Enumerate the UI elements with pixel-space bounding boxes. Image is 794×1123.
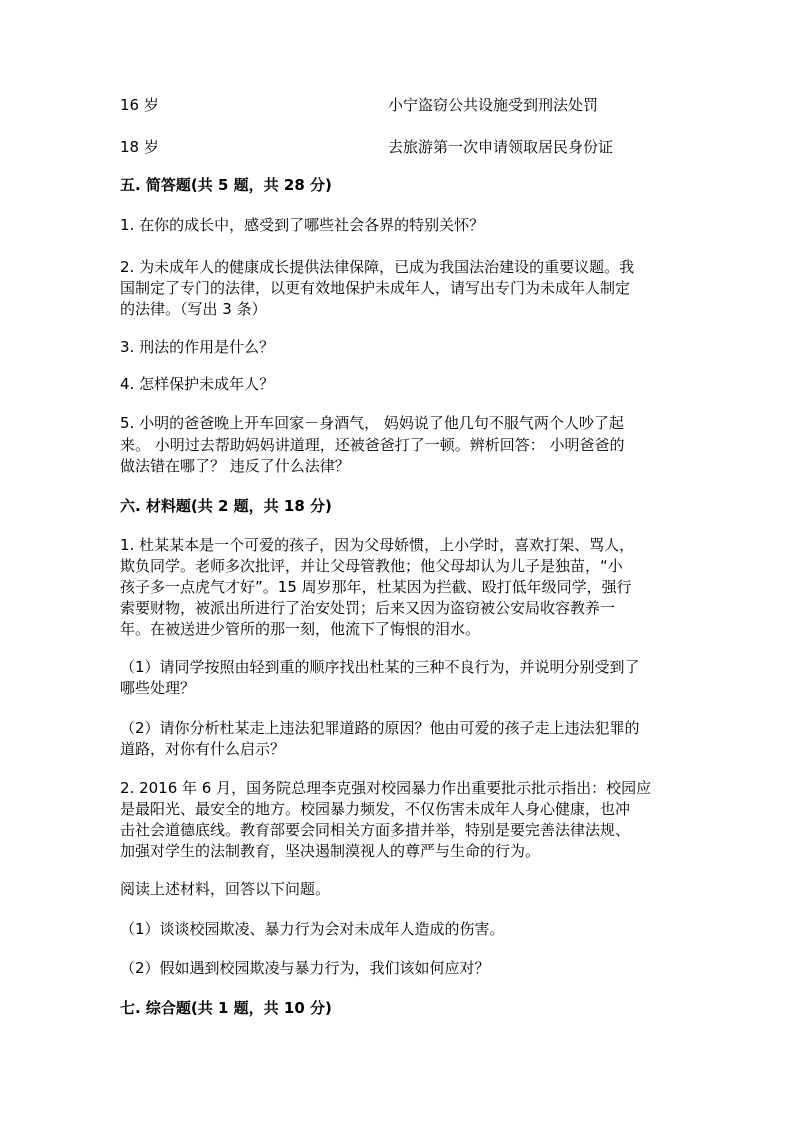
section5-question-5-line-1: 5. 小明的爸爸晚上开车回家－身酒气， 妈妈说了他几句不服气两个人吵了起 [120, 414, 624, 432]
material-2-question-2: （2）假如遇到校园欺凌与暴力行为，我们该如何应对？ [120, 959, 490, 977]
material-2-question-1: （1）谈谈校园欺凌、暴力行为会对未成年人造成的伤害。 [120, 920, 505, 938]
material-2-line-1: 2. 2016 年 6 月，国务院总理李克强对校园暴力作出重要批示批示指出：校园应 [120, 779, 652, 797]
section5-question-2-line-3: 的法律。（写出 3 条） [120, 300, 267, 318]
material-1-question-1-line-2: 哪些处理？ [120, 679, 196, 697]
material-2-line-3: 击社会道德底线。教育部要会同相关方面多措并举，特别是要完善法律法规、 [120, 821, 631, 839]
section5-question-1: 1. 在你的成长中，感受到了哪些社会各界的特别关怀？ [120, 216, 485, 234]
matching-age-18: 18 岁 [120, 138, 159, 156]
material-1-line-4: 索要财物，被派出所进行了治安处罚；后来又因为盗窃被公安局收容教养一 [120, 599, 616, 617]
material-2-line-4: 加强对学生的法制教育，坚决遏制漠视人的尊严与生命的行为。 [120, 842, 541, 860]
matching-event-16: 小宁盗窃公共设施受到刑法处罚 [388, 96, 599, 114]
matching-event-18: 去旅游第一次申请领取居民身份证 [388, 138, 614, 156]
section5-question-2-line-1: 2. 为未成年人的健康成长提供法律保障，已成为我国法治建设的重要议题。我 [120, 258, 635, 276]
section6-heading: 六. 材料题(共 2 题，共 18 分) [120, 497, 332, 515]
material-1-line-3: 孩子多一点虎气才好”。15 周岁那年，杜某因为拦截、殴打低年级同学，强行 [120, 578, 632, 596]
material-2-line-2: 是最阳光、最安全的地方。校园暴力频发，不仅伤害未成年人身心健康，也冲 [120, 800, 631, 818]
material-1-question-2-line-1: （2）请你分析杜某走上违法犯罪道路的原因？他由可爱的孩子走上违法犯罪的 [120, 719, 640, 737]
section5-question-3: 3. 刑法的作用是什么？ [120, 338, 275, 356]
material-1-question-1-line-1: （1）请同学按照由轻到重的顺序找出杜某的三种不良行为，并说明分别受到了 [120, 658, 640, 676]
material-1-line-5: 年。在被送进少管所的那一刻，他流下了悔恨的泪水。 [120, 620, 481, 638]
material-1-line-1: 1. 杜某某本是一个可爱的孩子，因为父母娇惯，上小学时，喜欢打架、骂人， [120, 536, 635, 554]
matching-age-16: 16 岁 [120, 96, 159, 114]
section5-question-5-line-2: 来。 小明过去帮助妈妈讲道理，还被爸爸打了一顿。辨析回答： 小明爸爸的 [120, 436, 625, 454]
section7-heading: 七. 综合题(共 1 题，共 10 分) [120, 999, 332, 1017]
material-1-line-2: 欺负同学。老师多次批评，并让父母管教他；他父母却认为儿子是独苗，“小 [120, 557, 623, 575]
section5-heading: 五. 简答题(共 5 题，共 28 分) [120, 176, 332, 194]
section5-question-2-line-2: 国制定了专门的法律，以更有效地保护未成年人，请写出专门为未成年人制定 [120, 279, 631, 297]
section5-question-5-line-3: 做法错在哪了？ 违反了什么法律？ [120, 457, 350, 475]
material-2-intro: 阅读上述材料，回答以下问题。 [120, 880, 331, 898]
section5-question-4: 4. 怎样保护未成年人？ [120, 375, 275, 393]
material-1-question-2-line-2: 道路，对你有什么启示？ [120, 740, 286, 758]
